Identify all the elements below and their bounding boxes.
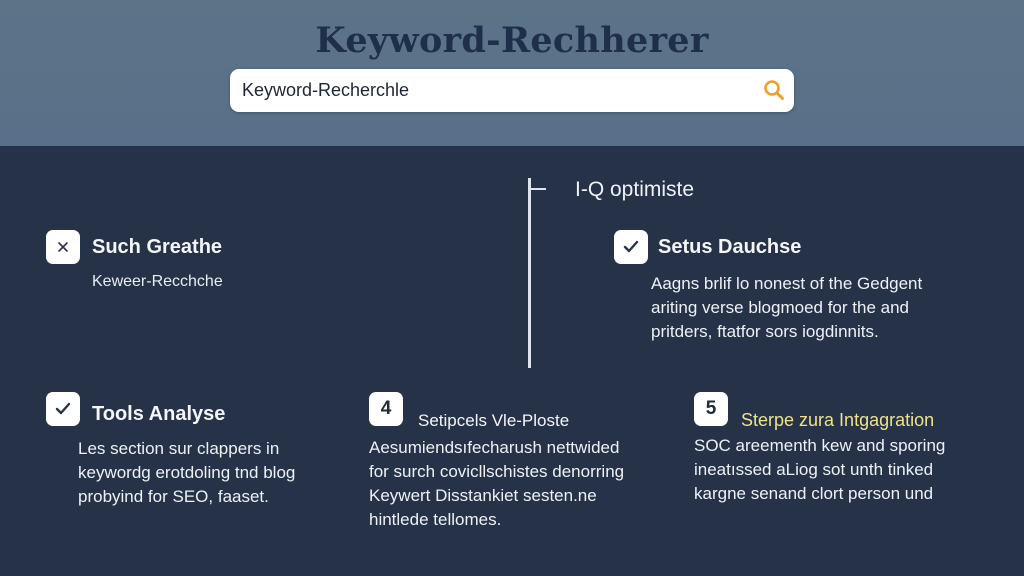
card-subtitle-such: Keweer-Recchche: [92, 273, 223, 290]
divider-tick: [528, 188, 546, 190]
card-line: for surch covicllschistes denorring: [369, 462, 625, 481]
card-title-step4: Setipcels Vle-Ploste: [418, 411, 570, 430]
card-title-such: Such Greathe: [92, 236, 223, 258]
step-number-badge: 5: [694, 392, 728, 426]
card-line: hintlede tellomes.: [369, 510, 502, 529]
check-icon: [614, 230, 648, 264]
card-line: keywordg erotdoling tnd blog: [78, 463, 296, 482]
search-bar[interactable]: [230, 69, 794, 112]
card-body-setus: [651, 272, 922, 344]
page-title: Keyword-Rechherer: [315, 20, 709, 61]
card-line: ariting verse blogmoed for the and: [651, 298, 909, 317]
close-icon: [46, 230, 80, 264]
search-icon[interactable]: [763, 79, 785, 101]
step-number-badge: 4: [369, 392, 403, 426]
card-line: probyind for SEO, faaset.: [78, 487, 269, 506]
card-line: Aagns brlif lo nonest of the Gedgent: [651, 274, 923, 293]
card-line: pritders, ftatfor sors iogdinnits.: [651, 322, 879, 341]
card-line: Les section sur clappers in: [78, 439, 280, 458]
card-line: SOC areementh kew and sporing: [694, 436, 946, 455]
search-input[interactable]: [242, 69, 742, 112]
card-line: Keywert Disstankiet sesten.ne: [369, 486, 597, 505]
card-title-setus: Setus Dauchse: [658, 236, 802, 258]
card-line: Aesumiendsıfecharush nettwided: [369, 438, 620, 457]
section-label: I-Q optimiste: [575, 178, 695, 201]
card-line: kargne senand clort person und: [694, 484, 934, 503]
card-line: ineatıssed aLiog sot unth tinked: [694, 460, 934, 479]
check-icon: [46, 392, 80, 426]
vertical-divider: [528, 178, 531, 368]
card-body-tools: [78, 437, 295, 509]
card-body-step4: [369, 436, 624, 532]
card-title-tools: Tools Analyse: [92, 403, 226, 425]
header: [0, 0, 1024, 146]
card-body-step5: [694, 434, 945, 506]
card-title-step5: Sterpe zura Intgagration: [741, 410, 935, 430]
